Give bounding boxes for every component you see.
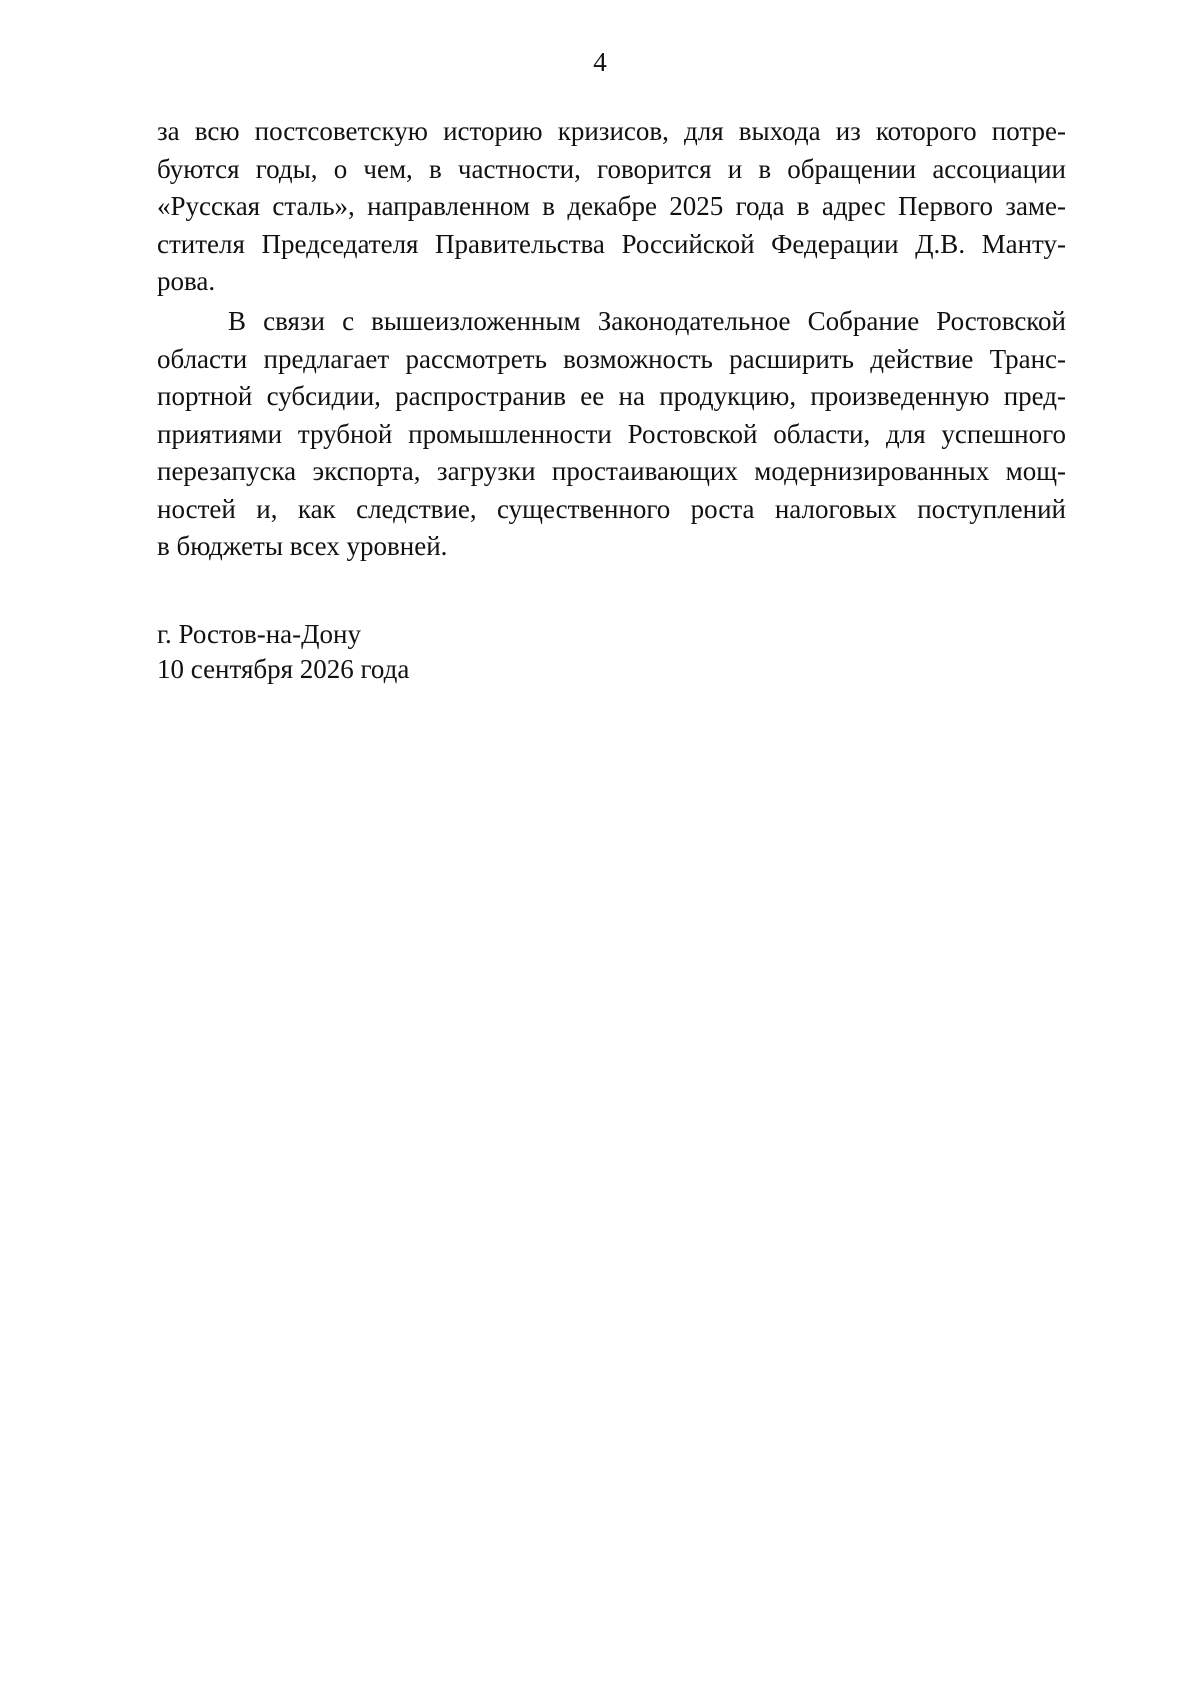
paragraph-line: в бюджеты всех уровней. [157, 531, 448, 561]
place-and-date [157, 617, 409, 687]
paragraph-line: ностей и, как следствие, существенного роста налоговых поступлений [157, 493, 1066, 524]
paragraph-line: перезапуска экспорта, загрузки простаивающих модернизированных мощ- [157, 456, 1066, 486]
paragraph-line: буются годы, о чем, в частности, говорится и в обращении ассоциации [157, 153, 1066, 184]
paragraph-line: за всю постсоветскую историю кризисов, для выхода из которого потре- [157, 116, 1066, 146]
paragraph-continuation [157, 113, 1066, 301]
paragraph-line: портной субсидии, распространив ее на продукцию, произведенную пред- [157, 381, 1066, 411]
paragraph-proposal [157, 303, 1066, 566]
page-number: 4 [593, 47, 607, 77]
paragraph-line: стителя Председателя Правительства Российской Федерации Д.В. Манту- [157, 228, 1066, 259]
paragraph-line: приятиями трубной промышленности Ростовской области, для успешного [157, 418, 1066, 449]
paragraph-line: рова. [157, 266, 216, 296]
paragraph-line: области предлагает рассмотреть возможность расширить действие Транс- [157, 343, 1066, 374]
paragraph-line: В связи с вышеизложенным Законодательное Собрание Ростовской [228, 306, 1066, 336]
date-text: 10 сентября 2026 года [157, 654, 410, 684]
place-text: г. Ростов-на-Дону [157, 619, 362, 649]
paragraph-line: «Русская сталь», направленном в декабре 2025 года в адрес Первого заме- [157, 191, 1066, 221]
